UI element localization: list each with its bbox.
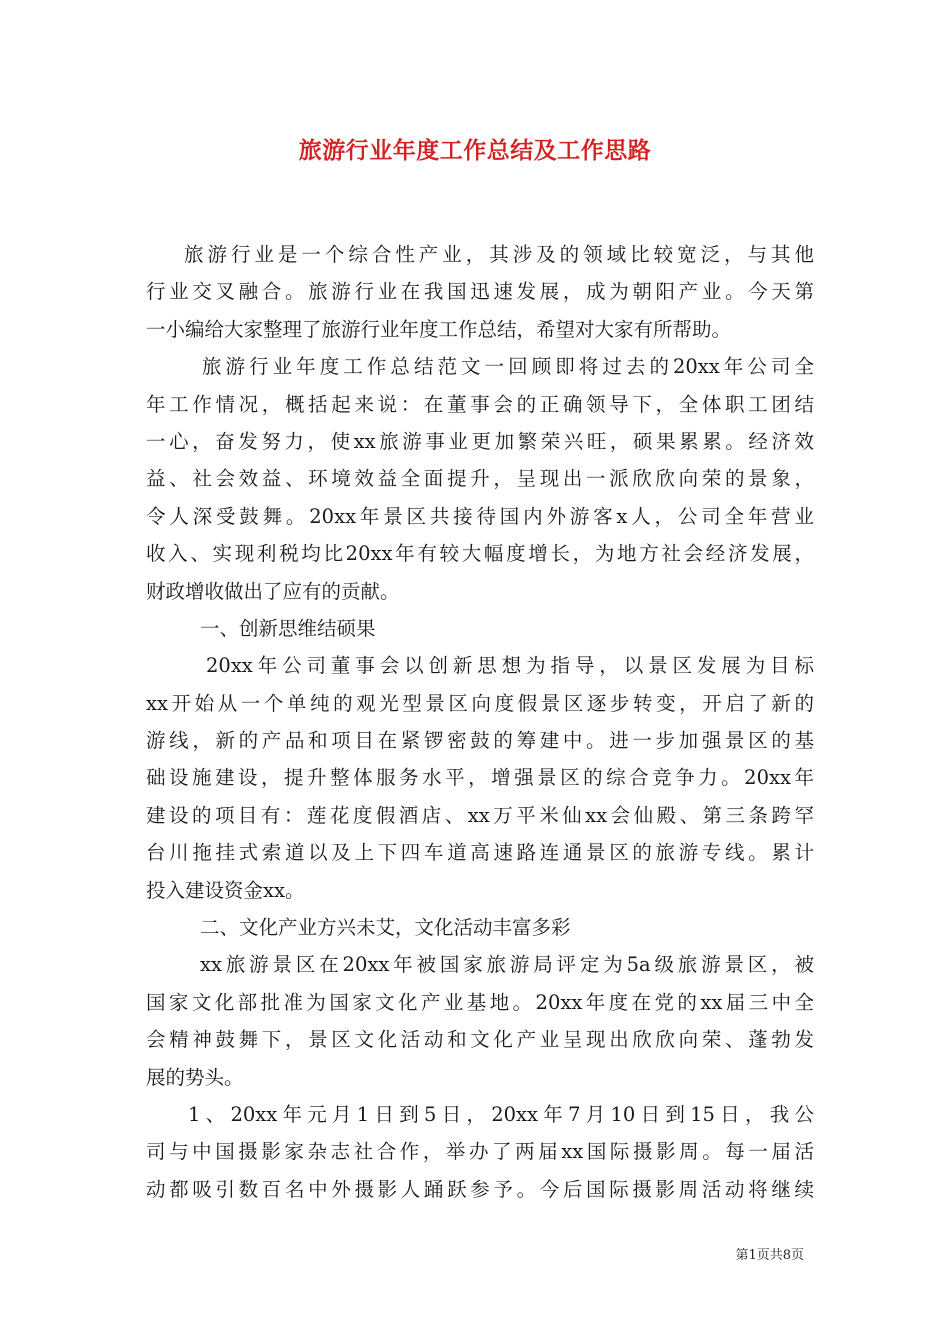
text-line: 财政增收做出了应有的贡献。: [146, 579, 400, 603]
text-line: 台川拖挂式索道以及上下四车道高速路连通景区的旅游专线。累计: [146, 841, 814, 865]
text-line: 二、文化产业方兴未艾，文化活动丰富多彩: [200, 916, 571, 940]
text-line: 建设的项目有：莲花度假酒店、xx万平米仙xx会仙殿、第三条跨罕: [146, 803, 814, 827]
text-line: xx旅游景区在20xx年被国家旅游局评定为5a级旅游景区，被: [200, 953, 814, 977]
text-line: xx开始从一个单纯的观光型景区向度假景区逐步转变，开启了新的: [146, 691, 814, 715]
page-number: 第1页共8页: [735, 1248, 804, 1263]
text-line: 收入、实现利税均比20xx年有较大幅度增长，为地方社会经济发展，: [146, 542, 814, 566]
text-line: 一小编给大家整理了旅游行业年度工作总结，希望对大家有所帮助。: [146, 317, 732, 341]
text-line: 司与中国摄影家杂志社合作，举办了两届xx国际摄影周。每一届活: [146, 1140, 814, 1164]
document-title: 旅游行业年度工作总结及工作思路: [298, 137, 652, 164]
text-line: 动都吸引数百名中外摄影人踊跃参予。今后国际摄影周活动将继续: [146, 1177, 814, 1201]
document-body: [146, 236, 814, 1208]
text-line: 旅游行业是一个综合性产业，其涉及的领域比较宽泛，与其他: [184, 243, 814, 266]
text-line: 行业交叉融合。旅游行业在我国迅速发展，成为朝阳产业。今天第: [146, 280, 814, 304]
text-line: 游线，新的产品和项目在紧锣密鼓的筹建中。进一步加强景区的基: [146, 729, 814, 753]
text-line: 会精神鼓舞下，景区文化活动和文化产业呈现出欣欣向荣、蓬勃发: [146, 1028, 814, 1052]
text-line: 展的势头。: [146, 1065, 244, 1089]
text-line: 20xx年公司董事会以创新思想为指导，以景区发展为目标: [206, 654, 814, 678]
text-line: 础设施建设，提升整体服务水平，增强景区的综合竞争力。20xx年: [146, 766, 814, 790]
text-line: 益、社会效益、环境效益全面提升，呈现出一派欣欣向荣的景象，: [146, 467, 814, 491]
text-line: 投入建设资金xx。: [146, 878, 305, 902]
text-line: 国家文化部批准为国家文化产业基地。20xx年度在党的xx届三中全: [146, 990, 814, 1014]
text-line: 令人深受鼓舞。20xx年景区共接待国内外游客x人，公司全年营业: [146, 504, 814, 528]
text-line: 旅游行业年度工作总结范文一回顾即将过去的20xx年公司全: [202, 355, 814, 379]
text-line: 1、20xx年元月1日到5日，20xx年7月10日到15日，我公: [188, 1102, 814, 1126]
text-line: 一心，奋发努力，使xx旅游事业更加繁荣兴旺，硕果累累。经济效: [146, 429, 814, 453]
text-line: 一、创新思维结硕果: [200, 616, 376, 640]
text-line: 年工作情况，概括起来说：在董事会的正确领导下，全体职工团结: [146, 392, 814, 416]
